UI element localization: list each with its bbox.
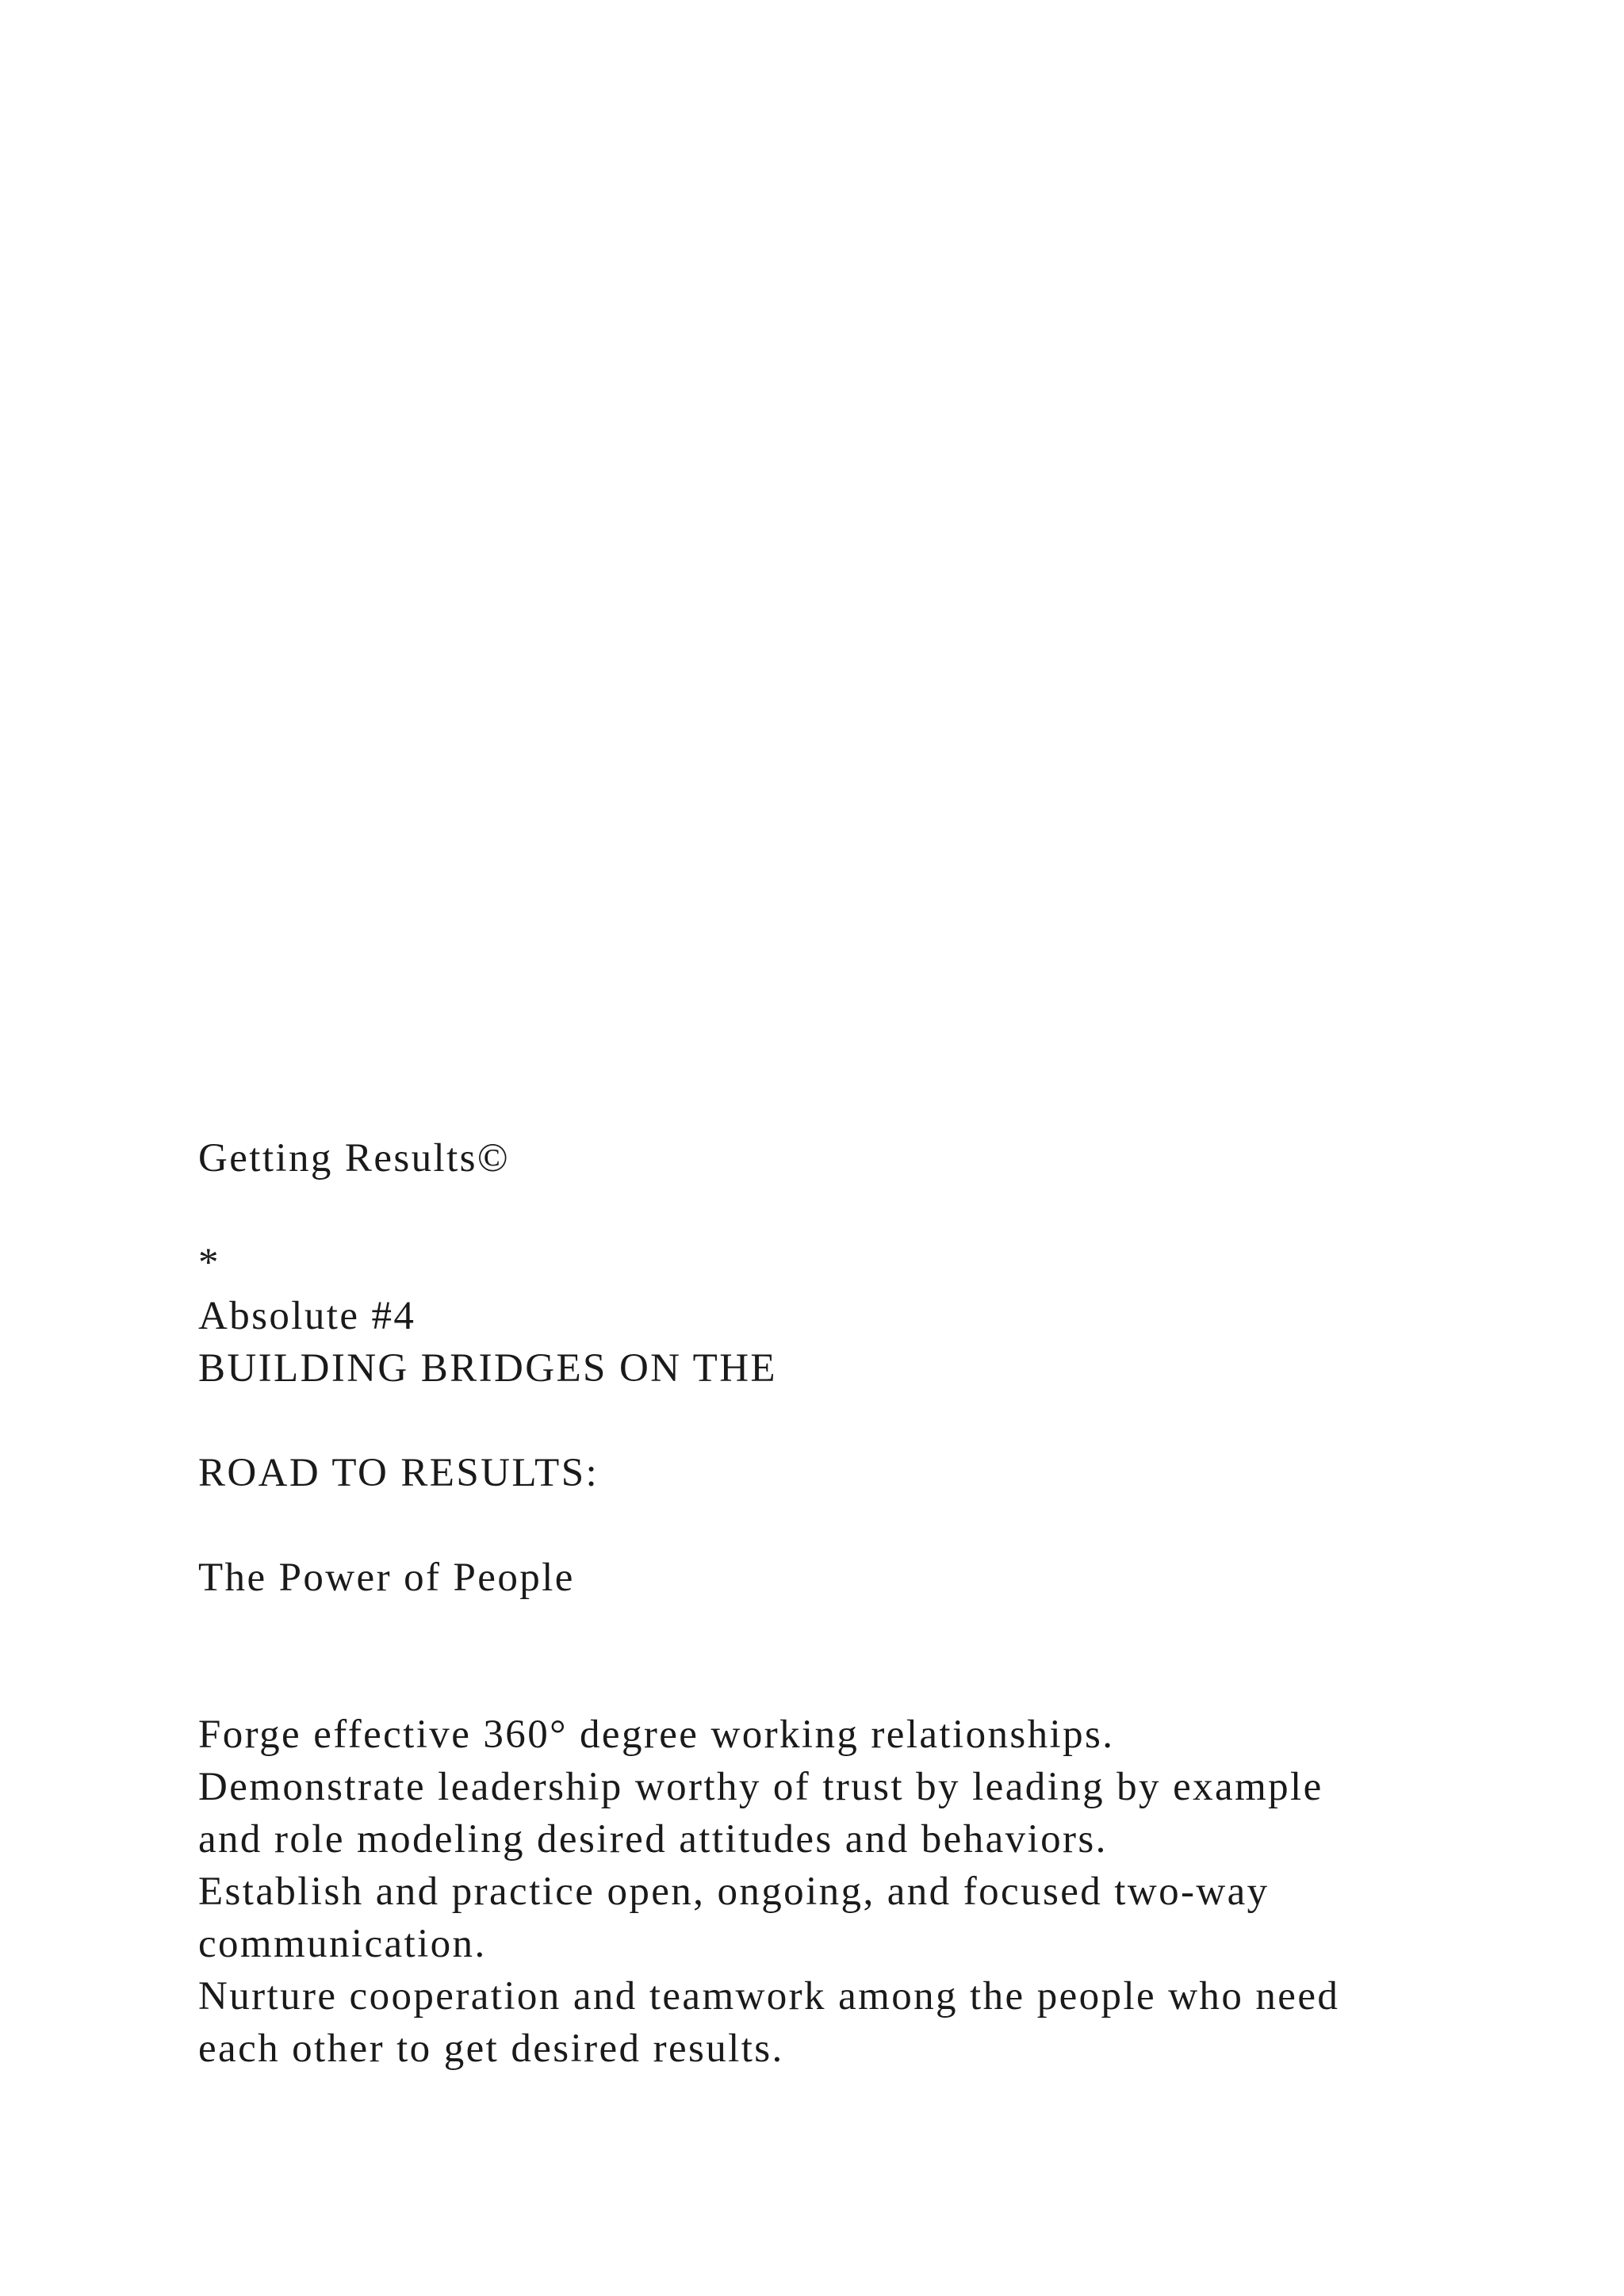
- separator-asterisk: *: [198, 1241, 220, 1285]
- subtitle: The Power of People: [198, 1556, 575, 1600]
- body-line: and role modeling desired attitudes and behaviors.: [198, 1817, 1108, 1862]
- document-header: Getting Results©: [198, 1136, 511, 1181]
- body-line: communication.: [198, 1922, 487, 1966]
- title-line-1: BUILDING BRIDGES ON THE: [198, 1346, 777, 1391]
- body-line: Establish and practice open, ongoing, and focused two-way: [198, 1869, 1270, 1914]
- body-line: Demonstrate leadership worthy of trust by leading by example: [198, 1765, 1323, 1809]
- absolute-label: Absolute #4: [198, 1294, 416, 1338]
- body-line: Nurture cooperation and teamwork among the people who need: [198, 1974, 1340, 2019]
- body-line: each other to get desired results.: [198, 2026, 784, 2071]
- body-line: Forge effective 360° degree working relationships.: [198, 1712, 1115, 1757]
- title-line-2: ROAD TO RESULTS:: [198, 1451, 599, 1495]
